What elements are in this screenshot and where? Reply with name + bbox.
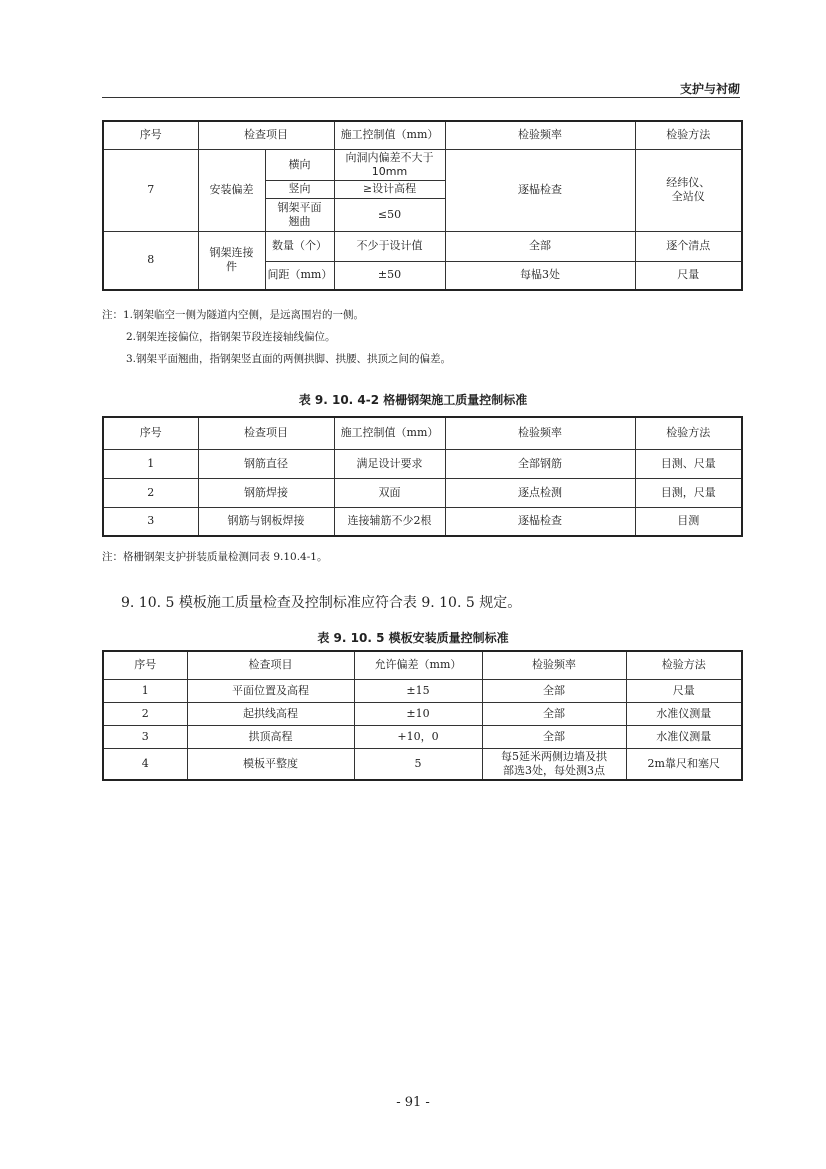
inspection-method: [635, 149, 742, 231]
inspection-frequency: 逐榀检查: [445, 149, 635, 231]
table-row: [103, 507, 742, 536]
control-value: ≤50: [334, 198, 445, 231]
table-lattice-frame: [102, 416, 743, 537]
table-row: [103, 449, 742, 478]
table-cell: 模板平整度: [187, 748, 354, 780]
table-cell: 水准仪测量: [626, 725, 742, 748]
table2-note: 注：格栅钢架支护拼装质量检测同表 9.10.4-1。: [102, 551, 328, 563]
table-cell: 目测、尺量: [635, 449, 742, 478]
table-header-row: [103, 417, 742, 449]
table-header-row: [103, 651, 742, 679]
header-cell: 检验频率: [445, 417, 635, 449]
sub-item: 间距（mm）: [265, 261, 334, 290]
table-cell: 逐榀检查: [445, 507, 635, 536]
table-cell: 钢筋与钢板焊接: [198, 507, 334, 536]
header-cell: 检验频率: [482, 651, 626, 679]
section-paragraph: 9. 10. 5 模板施工质量检查及控制标准应符合表 9. 10. 5 规定。: [121, 595, 522, 611]
table-cell: 4: [103, 748, 187, 780]
inspection-frequency: 全部: [445, 231, 635, 261]
header-cell: 施工控制值（mm）: [334, 417, 445, 449]
table-cell: 拱顶高程: [187, 725, 354, 748]
table2-caption: 表 9. 10. 4-2 格栅钢架施工质量控制标准: [298, 393, 528, 407]
row-number: 7: [103, 149, 198, 231]
control-value-line: 10mm: [371, 164, 408, 178]
table-cell: 全部: [482, 679, 626, 702]
table-cell: 2m靠尺和塞尺: [626, 748, 742, 780]
table-row: [103, 231, 742, 261]
sub-item: [265, 198, 334, 231]
table-cell: 2: [103, 702, 187, 725]
table-cell: +10，0: [354, 725, 482, 748]
sub-item: 竖向: [265, 180, 334, 198]
header-cell: 施工控制值（mm）: [334, 121, 445, 149]
page-number: - 91 -: [396, 1095, 430, 1110]
table-cell: 全部: [482, 702, 626, 725]
table-cell: 1: [103, 679, 187, 702]
table-cell: [482, 748, 626, 780]
header-cell: 检验方法: [635, 417, 742, 449]
table-cell: 平面位置及高程: [187, 679, 354, 702]
control-value-line: 向洞内偏差不大于: [345, 150, 434, 164]
header-cell: 检验频率: [445, 121, 635, 149]
sub-item: 横向: [265, 149, 334, 180]
inspection-method: 尺量: [635, 261, 742, 290]
method-line: 全站仪: [671, 190, 705, 203]
inspection-method: 逐个清点: [635, 231, 742, 261]
note-line: 3.钢架平面翘曲，指钢架竖直面的两侧拱脚、拱腰、拱顶之间的偏差。: [126, 353, 452, 365]
row-number: 8: [103, 231, 198, 290]
table1-notes: [102, 304, 451, 370]
table-cell: 双面: [334, 478, 445, 507]
table-cell: 尺量: [626, 679, 742, 702]
table-cell: 起拱线高程: [187, 702, 354, 725]
check-item-line: 件: [226, 260, 237, 274]
header-cell: 检验方法: [635, 121, 742, 149]
table-cell: 全部: [482, 725, 626, 748]
running-header: 支护与衬砌: [679, 82, 740, 96]
header-cell: 检查项目: [198, 417, 334, 449]
table-cell: ±10: [354, 702, 482, 725]
table-cell: 3: [103, 507, 198, 536]
table-cell: ±15: [354, 679, 482, 702]
table3-caption: 表 9. 10. 5 模板安装质量控制标准: [317, 631, 509, 645]
table-cell: 水准仪测量: [626, 702, 742, 725]
table-cell: 5: [354, 748, 482, 780]
frequency-line: 每5延米两侧边墙及拱: [501, 749, 607, 763]
table-cell: 钢筋焊接: [198, 478, 334, 507]
sub-item: 数量（个）: [265, 231, 334, 261]
table-row: [103, 725, 742, 748]
table-cell: 逐点检测: [445, 478, 635, 507]
table-row: [103, 679, 742, 702]
table-cell: 目测: [635, 507, 742, 536]
control-value: ≥设计高程: [334, 180, 445, 198]
table-row: [103, 149, 742, 180]
sub-item-line: 钢架平面: [277, 200, 322, 214]
table-row: [103, 748, 742, 780]
table-cell: 3: [103, 725, 187, 748]
table-header-row: [103, 121, 742, 149]
table-cell: 1: [103, 449, 198, 478]
table-cell: 2: [103, 478, 198, 507]
control-value: ±50: [334, 261, 445, 290]
table-row: [103, 478, 742, 507]
table-steel-frame-install: [102, 120, 743, 291]
header-rule: [102, 97, 740, 98]
check-item: 安装偏差: [198, 149, 265, 231]
header-cell: 序号: [103, 121, 198, 149]
frequency-line: 部选3处，每处测3点: [503, 763, 605, 777]
note-line: 2.钢架连接偏位，指钢架节段连接轴线偏位。: [126, 331, 336, 343]
header-cell: 序号: [103, 651, 187, 679]
table-cell: 目测，尺量: [635, 478, 742, 507]
header-cell: 允许偏差（mm）: [354, 651, 482, 679]
note-line: 注：1.钢架临空一侧为隧道内空侧，是远离围岩的一侧。: [102, 309, 365, 321]
table-cell: 连接辅筋不少2根: [334, 507, 445, 536]
table-cell: 钢筋直径: [198, 449, 334, 478]
control-value: 不少于设计值: [334, 231, 445, 261]
table-formwork: [102, 650, 743, 781]
header-cell: 检查项目: [198, 121, 334, 149]
check-item-line: 钢架连接: [209, 246, 254, 260]
table-row: [103, 702, 742, 725]
method-line: 经纬仪、: [666, 176, 711, 189]
inspection-frequency: 每榀3处: [445, 261, 635, 290]
table-cell: 满足设计要求: [334, 449, 445, 478]
table-cell: 全部钢筋: [445, 449, 635, 478]
control-value: [334, 149, 445, 180]
header-cell: 检查项目: [187, 651, 354, 679]
header-cell: 序号: [103, 417, 198, 449]
header-cell: 检验方法: [626, 651, 742, 679]
sub-item-line: 翘曲: [288, 214, 311, 228]
check-item: [198, 231, 265, 290]
